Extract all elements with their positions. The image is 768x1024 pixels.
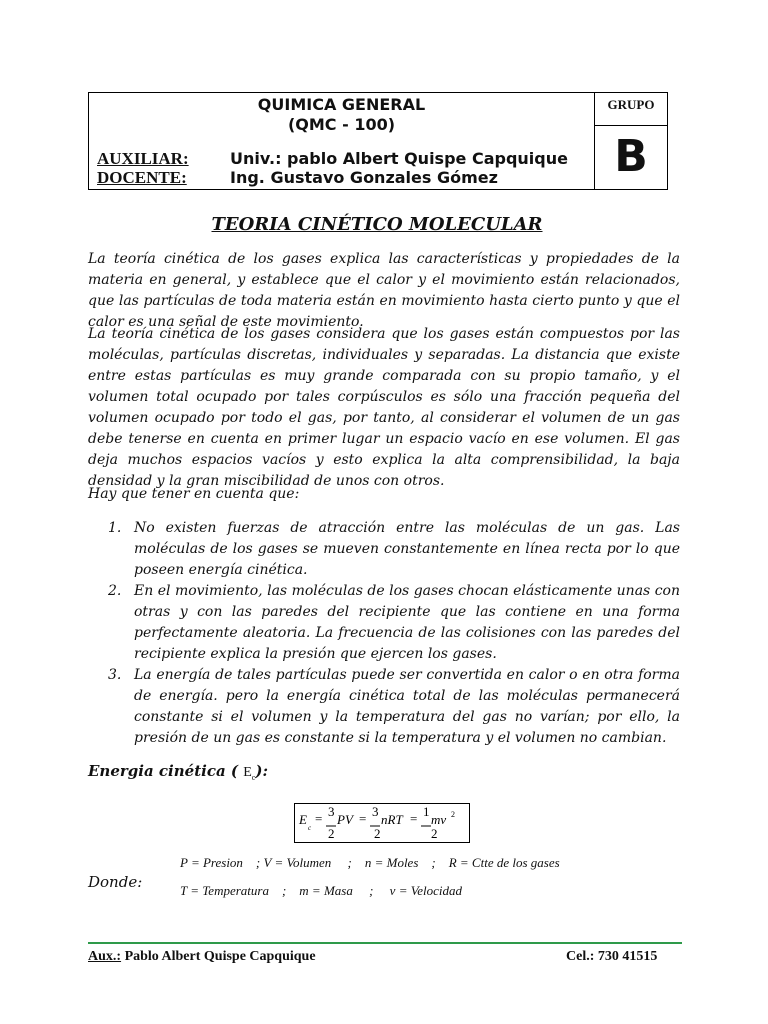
footer-aux <box>88 949 316 965</box>
formula-den-1: 2 <box>328 826 335 841</box>
list-item-text: En el movimiento, las moléculas de los gases chocan elásticamente unas con otras y con las paredes del recipiente que las contiene en una forma perfectamente aleatoria. La frecuencia de las colisiones con las paredes del recipiente explica la presión que ejercen los gases. <box>134 583 680 662</box>
formula-exponent: 2 <box>451 810 455 819</box>
formula-den-2: 2 <box>374 826 381 841</box>
formula-e-sub: c <box>308 824 312 832</box>
paragraph-theory: La teoría cinética de los gases considera que los gases están compuestos por las moléculas, partículas discretas, individuales y separadas. La distancia que existe entre estas partículas es muy grande comparada con su propio tamaño, y el volumen total ocupado por tales corpúsculos es sólo una fracción pequeña del volumen ocupado por todo el gas, por tanto, al considerar el volumen de un gas debe tenerse en cuenta en primer lugar un espacio vacío en ese volumen. El gas deja muchos espacios vacíos y esto explica la alta comprensibilidad, la baja densidad y la gran miscibilidad de unos con otros. <box>88 326 680 489</box>
docente-label: DOCENTE: <box>97 168 187 187</box>
course-code: (QMC - 100) <box>287 115 396 134</box>
footer-rule <box>88 942 682 944</box>
footer-aux-name: Pablo Albert Quispe Capquique <box>121 949 316 964</box>
formula-eq-3: = <box>410 811 418 826</box>
list-item <box>108 581 680 665</box>
formula-mv: mv <box>431 812 447 827</box>
document-title: TEORIA CINÉTICO MOLECULAR <box>211 214 543 235</box>
kinetic-energy-formula <box>294 803 470 843</box>
energy-heading-close: ): <box>255 762 268 780</box>
course-title: QUIMICA GENERAL <box>257 95 426 114</box>
formula-den-3: 2 <box>431 826 438 841</box>
list-item-text: No existen fuerzas de atracción entre las moléculas de un gas. Las moléculas de los gases se mueven constantemente en línea recta por lo que poseen energía cinética. <box>134 520 680 578</box>
footer-aux-label: Aux.: <box>88 949 122 964</box>
list-item <box>108 665 680 749</box>
list-item-number: 3. <box>108 667 122 683</box>
formula-pv: PV <box>337 812 353 827</box>
list-item-number: 1. <box>108 520 122 536</box>
points-list <box>108 518 680 749</box>
energy-heading-text: Energia cinética ( <box>88 762 238 780</box>
note-intro: Hay que tener en cuenta que: <box>88 486 300 502</box>
energy-symbol: E <box>243 765 252 780</box>
energy-subscript: c <box>251 773 256 782</box>
paragraph-intro: La teoría cinética de los gases explica las características y propiedades de la materia en general, y establece que el calor y el movimiento están relacionados, que las partículas de toda materia están en movimiento hasta cierto punto y que el calor es una señal de este movimiento. <box>88 251 680 330</box>
list-item-number: 2. <box>108 583 122 599</box>
energy-heading <box>88 762 268 782</box>
auxiliar-label: AUXILIAR: <box>97 149 189 168</box>
docente-name: Ing. Gustavo Gonzales Gómez <box>230 168 498 187</box>
formula-num-3: 1 <box>423 804 430 819</box>
grupo-divider <box>594 125 667 126</box>
formula-num-2: 3 <box>372 804 379 819</box>
donde-label: Donde: <box>88 873 143 891</box>
list-item-text: La energía de tales partículas puede ser convertida en calor o en otra forma de energía. pero la energía cinética total de las moléculas permanecerá constante si el volumen y la temperatura del gas no varían; por ello, la presión de un gas es constante si la temperatura y el volumen no cambian. <box>134 667 680 746</box>
formula-num-1: 3 <box>328 804 335 819</box>
formula-svg <box>295 804 469 842</box>
list-item <box>108 518 680 581</box>
footer-cel: Cel.: 730 41515 <box>566 949 658 964</box>
auxiliar-name: Univ.: pablo Albert Quispe Capquique <box>230 149 568 168</box>
formula-e: E <box>299 812 307 827</box>
formula-nrt: nRT <box>381 812 403 827</box>
definitions-line-2: T = Temperatura ; m = Masa ; v = Velocidad <box>180 883 462 898</box>
formula-eq-1: = <box>315 811 323 826</box>
definitions-line-1: P = Presion ; V = Volumen ; n = Moles ; R = Ctte de los gases <box>180 855 560 870</box>
header-box <box>88 92 668 190</box>
grupo-letter: B <box>614 131 648 182</box>
formula-eq-2: = <box>359 811 367 826</box>
grupo-label: GRUPO <box>607 97 655 112</box>
